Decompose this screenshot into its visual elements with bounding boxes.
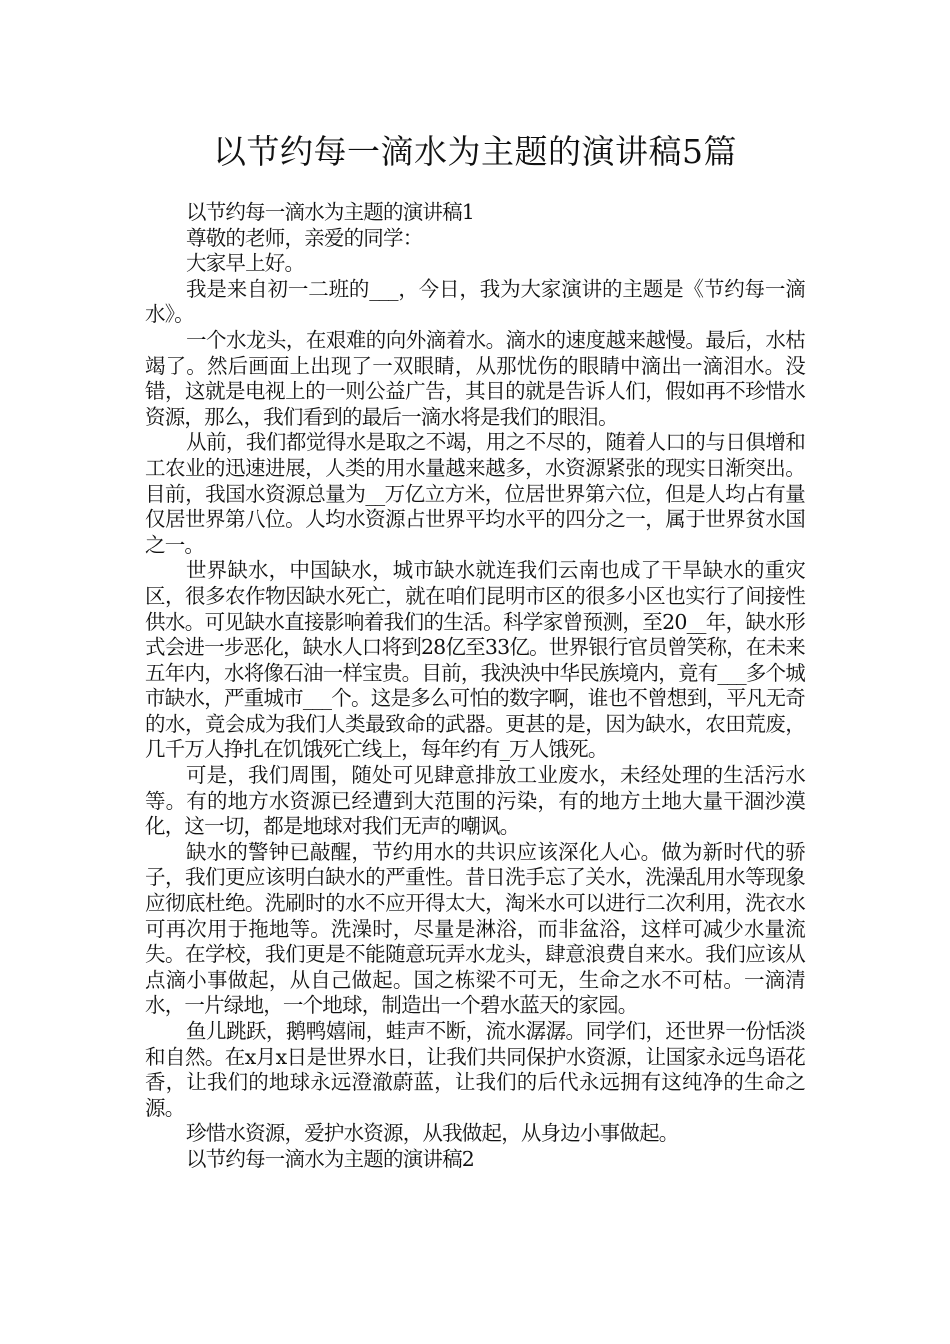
paragraph-closing: 珍惜水资源，爱护水资源，从我做起，从身边小事做起。 (186, 1121, 679, 1146)
paragraph-pollution: 可是，我们周围，随处可见肆意排放工业废水，未经处理的生活污水等。有的地方水资源已经遭到大范围的污染，有的地方土地大量干涸沙漠化，这一切，都是地球对我们无声的嘲讽。 (145, 763, 805, 839)
paragraph-speech-2-heading: 以节约每一滴水为主题的演讲稿2 (186, 1146, 475, 1171)
paragraph-past: 从前，我们都觉得水是取之不竭，用之不尽的，随着人口的与日俱增和工农业的迅速进展，人类的用水量越来越多，水资源紧张的现实日渐突出。目前，我国水资源总量为__万亿立方米，位居世界第六位，但是人均占有量仅居世界第八位。人均水资源占世界平均水平的四分之一，属于世界贫水国之一。 (145, 430, 805, 557)
paragraph-nature: 鱼儿跳跃，鹅鸭嬉闹，蛙声不断，流水潺潺。同学们，还世界一份恬淡和自然。在x月x日是世界水日，让我们共同保护水资源，让国家永远鸟语花香，让我们的地球永远澄澈蔚蓝，让我们的后代永远拥有这纯净的生命之源。 (145, 1019, 805, 1120)
paragraph-faucet: 一个水龙头，在艰难的向外滴着水。滴水的速度越来越慢。最后，水枯竭了。然后画面上出现了一双眼睛，从那忧伤的眼睛中滴出一滴泪水。没错，这就是电视上的一则公益广告，其目的就是告诉人们，假如再不珍惜水资源，那么，我们看到的最后一滴水将是我们的眼泪。 (145, 327, 805, 429)
paragraph-greeting: 大家早上好。 (186, 251, 305, 276)
document-page (145, 128, 805, 1173)
paragraph-shortage: 世界缺水，中国缺水，城市缺水就连我们云南也成了干旱缺水的重灾区，很多农作物因缺水死亡，就在咱们昆明市区的很多小区也实行了间接性供水。可见缺水直接影响着我们的生活。科学家曾预测，至20__年，缺水形式会进一步恶化，缺水人口将到28亿至33亿。世界银行官员曾笑称，在未来五年内，水将像石油一样宝贵。目前，我泱泱中华民族境内，竟有___多个城市缺水，严重城市___个。这是多么可怕的数字啊，谁也不曾想到，平凡无奇的水，竟会成为我们人类最致命的武器。更甚的是，因为缺水，农田荒废，几千万人挣扎在饥饿死亡线上，每年约有_万人饿死。 (145, 558, 805, 762)
paragraph-action: 缺水的警钟已敲醒，节约用水的共识应该深化人心。做为新时代的骄子，我们更应该明白缺水的严重性。昔日洗手忘了关水，洗澡乱用水等现象应彻底杜绝。洗刷时的水不应开得太大，淘米水可以进行二次利用，洗衣水可再次用于拖地等。洗澡时，尽量是淋浴，而非盆浴，这样可减少水量流失。在学校，我们更是不能随意玩弄水龙头，肆意浪费自来水。我们应该从点滴小事做起，从自己做起。国之栋梁不可无，生命之水不可枯。一滴清水，一片绿地，一个地球，制造出一个碧水蓝天的家园。 (145, 839, 805, 1018)
paragraph-salutation: 尊敬的老师，亲爱的同学： (186, 225, 423, 250)
document-title: 以节约每一滴水为主题的演讲稿5篇 (213, 132, 737, 171)
paragraph-speech-1-heading: 以节约每一滴水为主题的演讲稿1 (186, 200, 475, 224)
paragraph-intro: 我是来自初一二班的___，今日，我为大家演讲的主题是《节约每一滴水》。 (145, 276, 805, 327)
